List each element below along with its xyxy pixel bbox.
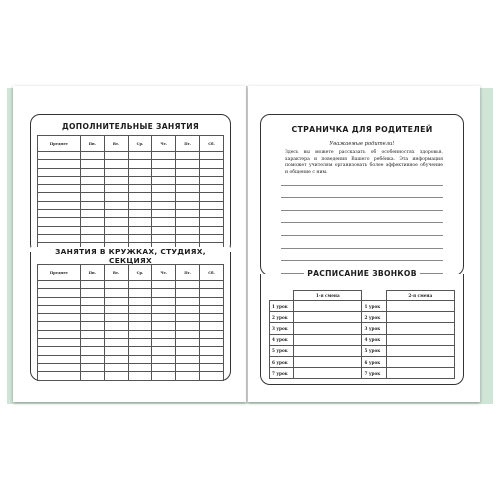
blank-cell	[38, 330, 81, 338]
blank-cell	[80, 314, 104, 322]
blank-cell	[176, 176, 200, 184]
blank-cell	[104, 330, 128, 338]
blank-cell	[200, 363, 224, 371]
table-header-row	[38, 265, 224, 281]
extra-classes-table	[37, 135, 224, 260]
blank-cell	[38, 297, 81, 305]
table-row	[38, 355, 224, 363]
table-row	[38, 314, 224, 322]
blank-cell	[176, 355, 200, 363]
table-row	[38, 193, 224, 201]
column-header: Вт.	[104, 136, 128, 152]
blank-cell	[38, 226, 81, 234]
writing-line	[281, 173, 443, 186]
blank-cell	[200, 152, 224, 160]
blank-cell	[104, 210, 128, 218]
blank-cell	[104, 322, 128, 330]
blank-cell	[104, 372, 128, 380]
blank-cell	[38, 347, 81, 355]
blank-cell	[200, 234, 224, 242]
blank-cell	[200, 210, 224, 218]
table-row	[270, 334, 455, 345]
lesson-label: 6 урок	[362, 356, 386, 367]
blank-cell	[128, 201, 152, 209]
blank-cell	[152, 297, 176, 305]
blank-cell	[38, 289, 81, 297]
blank-cell	[176, 226, 200, 234]
blank-cell	[176, 330, 200, 338]
blank-cell	[104, 314, 128, 322]
bells-table	[269, 290, 455, 379]
blank-cell	[128, 305, 152, 313]
blank-cell	[152, 152, 176, 160]
parents-intro-text: Здесь вы можете рассказать об особенностях здоровья, характера и поведения Вашего ребёнка. Эта информация поможет учителям организовать более эффективное обучение и общение с ним.	[285, 150, 443, 175]
blank-cell	[104, 185, 128, 193]
blank-cell	[104, 305, 128, 313]
column-header: Чт.	[152, 136, 176, 152]
blank-cell	[80, 226, 104, 234]
blank-cell	[38, 339, 81, 347]
blank-cell	[128, 339, 152, 347]
blank-cell	[80, 297, 104, 305]
lesson-time-cell	[294, 334, 362, 345]
blank-cell	[104, 168, 128, 176]
blank-cell	[104, 363, 128, 371]
blank-cell	[104, 152, 128, 160]
table-row	[270, 368, 455, 379]
blank-cell	[80, 281, 104, 289]
blank-cell	[152, 363, 176, 371]
blank-cell	[104, 355, 128, 363]
blank-cell	[80, 330, 104, 338]
left-page	[13, 86, 246, 402]
table-row	[38, 210, 224, 218]
blank-cell	[200, 322, 224, 330]
shift-header: 2-я смена	[386, 291, 454, 301]
lesson-time-cell	[386, 345, 454, 356]
lesson-time-cell	[386, 323, 454, 334]
table-row	[38, 234, 224, 242]
writing-line	[281, 249, 443, 262]
column-header: Пт.	[176, 265, 200, 281]
table-row	[38, 281, 224, 289]
blank-cell	[200, 305, 224, 313]
blank-cell	[128, 168, 152, 176]
bells-header-row	[270, 291, 455, 301]
blank-cell	[152, 234, 176, 242]
blank-cell	[38, 185, 81, 193]
blank-cell	[152, 339, 176, 347]
lesson-label: 7 урок	[270, 368, 294, 379]
blank-cell	[38, 314, 81, 322]
blank-cell	[80, 339, 104, 347]
blank-cell	[176, 193, 200, 201]
lesson-time-cell	[294, 312, 362, 323]
blank-cell	[176, 289, 200, 297]
table-row	[38, 185, 224, 193]
blank-cell	[80, 234, 104, 242]
blank-cell	[80, 322, 104, 330]
lesson-time-cell	[386, 356, 454, 367]
blank-cell	[200, 372, 224, 380]
lesson-label: 2 урок	[270, 312, 294, 323]
blank-cell	[80, 201, 104, 209]
blank-cell	[104, 226, 128, 234]
right-page	[248, 86, 480, 402]
blank-cell	[152, 347, 176, 355]
lesson-time-cell	[294, 301, 362, 312]
blank-cell	[80, 347, 104, 355]
table-row	[38, 289, 224, 297]
blank-cell	[38, 168, 81, 176]
blank-cell	[104, 234, 128, 242]
blank-cell	[176, 281, 200, 289]
blank-cell	[80, 176, 104, 184]
column-header: Ср.	[128, 265, 152, 281]
blank-cell	[176, 234, 200, 242]
blank-cell	[200, 201, 224, 209]
blank-cell	[128, 289, 152, 297]
table-row	[38, 226, 224, 234]
blank-cell	[80, 363, 104, 371]
writing-line	[281, 211, 443, 224]
table-row	[38, 347, 224, 355]
lesson-label: 5 урок	[362, 345, 386, 356]
blank-cell	[80, 355, 104, 363]
lesson-time-cell	[386, 301, 454, 312]
blank-cell	[152, 281, 176, 289]
blank-cell	[152, 193, 176, 201]
blank-cell	[38, 218, 81, 226]
lesson-label: 4 урок	[362, 334, 386, 345]
blank-cell	[128, 297, 152, 305]
blank-cell	[38, 355, 81, 363]
blank-cell	[104, 297, 128, 305]
blank-cell	[38, 210, 81, 218]
blank-cell	[152, 160, 176, 168]
lesson-time-cell	[294, 368, 362, 379]
writing-line	[281, 198, 443, 211]
blank-cell	[176, 297, 200, 305]
blank-cell	[80, 193, 104, 201]
blank-cell	[128, 355, 152, 363]
blank-cell	[38, 201, 81, 209]
blank-cell	[152, 355, 176, 363]
blank-cell	[200, 176, 224, 184]
blank-cell	[200, 168, 224, 176]
blank-cell	[104, 289, 128, 297]
blank-cell	[38, 305, 81, 313]
blank-cell	[38, 372, 81, 380]
blank-cell	[152, 210, 176, 218]
table-row	[38, 152, 224, 160]
blank-cell	[104, 339, 128, 347]
column-header: Пн.	[80, 265, 104, 281]
blank-cell	[128, 363, 152, 371]
table-row	[270, 312, 455, 323]
blank-cell	[152, 168, 176, 176]
blank-cell	[176, 152, 200, 160]
table-header-row	[38, 136, 224, 152]
lesson-label: 6 урок	[270, 356, 294, 367]
blank-cell	[200, 289, 224, 297]
blank-cell	[128, 322, 152, 330]
blank-cell	[38, 152, 81, 160]
blank-cell	[200, 314, 224, 322]
table-row	[38, 218, 224, 226]
column-header: Сб.	[200, 265, 224, 281]
table-row	[38, 297, 224, 305]
writing-line	[281, 236, 443, 249]
column-header: Пн.	[80, 136, 104, 152]
bells-panel	[260, 269, 464, 385]
column-header: Чт.	[152, 265, 176, 281]
blank-cell	[38, 363, 81, 371]
table-row	[270, 301, 455, 312]
blank-cell	[176, 314, 200, 322]
lesson-time-cell	[294, 323, 362, 334]
writing-line	[281, 186, 443, 199]
table-row	[38, 330, 224, 338]
blank-cell	[200, 185, 224, 193]
blank-cell	[176, 339, 200, 347]
column-header: Предмет	[38, 265, 81, 281]
lesson-label: 2 урок	[362, 312, 386, 323]
blank-cell	[128, 218, 152, 226]
blank-cell	[152, 226, 176, 234]
blank-cell	[80, 168, 104, 176]
table-row	[38, 176, 224, 184]
blank-cell	[200, 339, 224, 347]
clubs-title: ЗАНЯТИЯ В КРУЖКАХ, СТУДИЯХ, СЕКЦИЯХ	[31, 247, 230, 265]
blank-cell	[104, 193, 128, 201]
shift-header: 1-я смена	[294, 291, 362, 301]
table-row	[270, 345, 455, 356]
blank-cell	[152, 330, 176, 338]
lesson-label: 1 урок	[362, 301, 386, 312]
extra-classes-panel	[30, 114, 231, 254]
blank-cell	[200, 281, 224, 289]
blank-cell	[128, 234, 152, 242]
blank-cell	[176, 168, 200, 176]
blank-cell	[176, 363, 200, 371]
blank-cell	[128, 176, 152, 184]
blank-cell	[152, 314, 176, 322]
blank-cell	[152, 289, 176, 297]
blank-cell	[128, 160, 152, 168]
blank-cell	[128, 152, 152, 160]
blank-cell	[80, 210, 104, 218]
blank-cell	[176, 372, 200, 380]
blank-cell	[176, 347, 200, 355]
blank-cell	[80, 185, 104, 193]
blank-cell	[104, 176, 128, 184]
blank-cell	[128, 185, 152, 193]
lesson-label: 5 урок	[270, 345, 294, 356]
blank-cell	[176, 160, 200, 168]
table-row	[38, 305, 224, 313]
table-row	[38, 363, 224, 371]
blank-cell	[80, 289, 104, 297]
lesson-time-cell	[386, 312, 454, 323]
blank-cell	[38, 322, 81, 330]
lesson-label: 4 урок	[270, 334, 294, 345]
lesson-label: 1 урок	[270, 301, 294, 312]
blank-cell	[38, 176, 81, 184]
blank-cell	[176, 305, 200, 313]
blank-cell	[200, 160, 224, 168]
blank-cell	[128, 330, 152, 338]
parents-title: СТРАНИЧКА ДЛЯ РОДИТЕЛЕЙ	[291, 125, 433, 134]
table-row	[38, 322, 224, 330]
blank-cell	[80, 372, 104, 380]
blank-cell	[128, 226, 152, 234]
clubs-table	[37, 264, 224, 381]
blank-cell	[128, 347, 152, 355]
lesson-label: 3 урок	[270, 323, 294, 334]
blank-cell	[128, 314, 152, 322]
parents-panel	[260, 114, 464, 276]
blank-cell	[38, 160, 81, 168]
blank-cell	[80, 305, 104, 313]
blank-cell	[38, 281, 81, 289]
blank-cell	[38, 193, 81, 201]
blank-cell	[152, 218, 176, 226]
bells-title: РАСПИСАНИЕ ЗВОНКОВ	[304, 269, 420, 278]
table-row	[38, 339, 224, 347]
clubs-title-wrap	[31, 247, 230, 265]
blank-cell	[200, 193, 224, 201]
blank-cell	[104, 218, 128, 226]
blank-cell	[176, 218, 200, 226]
table-row	[270, 356, 455, 367]
blank-cell	[128, 210, 152, 218]
blank-cell	[80, 160, 104, 168]
blank-cell	[176, 210, 200, 218]
table-row	[38, 372, 224, 380]
blank-cell	[128, 372, 152, 380]
blank-cell	[152, 305, 176, 313]
lesson-label: 3 урок	[362, 323, 386, 334]
writing-lines	[281, 173, 443, 274]
blank-cell	[104, 201, 128, 209]
blank-cell	[200, 330, 224, 338]
blank-cell	[38, 234, 81, 242]
blank-header-cell	[362, 291, 386, 301]
blank-cell	[152, 176, 176, 184]
blank-cell	[80, 218, 104, 226]
blank-cell	[104, 281, 128, 289]
writing-line	[281, 223, 443, 236]
blank-cell	[152, 201, 176, 209]
blank-cell	[152, 372, 176, 380]
blank-cell	[152, 185, 176, 193]
blank-cell	[200, 347, 224, 355]
table-row	[38, 160, 224, 168]
blank-cell	[104, 347, 128, 355]
lesson-time-cell	[294, 356, 362, 367]
blank-cell	[128, 193, 152, 201]
column-header: Вт.	[104, 265, 128, 281]
bells-title-wrap	[261, 269, 463, 278]
blank-cell	[104, 160, 128, 168]
blank-cell	[152, 322, 176, 330]
lesson-label: 7 урок	[362, 368, 386, 379]
blank-header-cell	[270, 291, 294, 301]
lesson-time-cell	[294, 345, 362, 356]
table-row	[270, 323, 455, 334]
clubs-panel	[30, 247, 231, 381]
blank-cell	[176, 201, 200, 209]
blank-cell	[128, 281, 152, 289]
parents-greeting: Уважаемые родители!	[329, 141, 395, 147]
column-header: Предмет	[38, 136, 81, 152]
blank-cell	[80, 152, 104, 160]
blank-cell	[200, 226, 224, 234]
table-row	[38, 168, 224, 176]
lesson-time-cell	[386, 368, 454, 379]
column-header: Ср.	[128, 136, 152, 152]
table-row	[38, 201, 224, 209]
column-header: Сб.	[200, 136, 224, 152]
lesson-time-cell	[386, 334, 454, 345]
blank-cell	[200, 218, 224, 226]
blank-cell	[176, 322, 200, 330]
blank-cell	[176, 185, 200, 193]
extra-classes-title: ДОПОЛНИТЕЛЬНЫЕ ЗАНЯТИЯ	[61, 122, 200, 131]
blank-cell	[200, 355, 224, 363]
blank-cell	[200, 297, 224, 305]
column-header: Пт.	[176, 136, 200, 152]
